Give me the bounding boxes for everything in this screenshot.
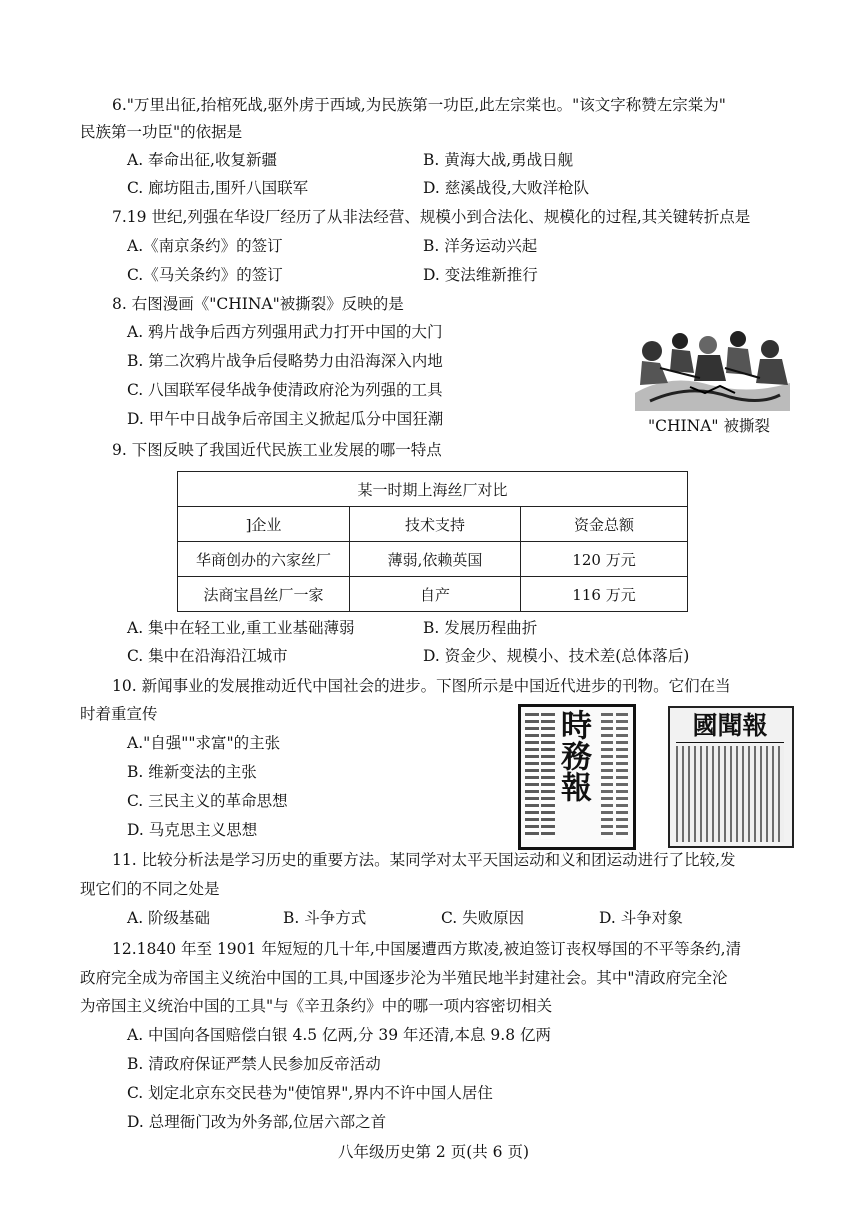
table-cell: 法商宝昌丝厂一家: [178, 577, 350, 612]
q10-option-d: D. 马克思主义思想: [127, 821, 258, 839]
table-cell: 120 万元: [521, 542, 688, 577]
silk-factory-table: [177, 471, 688, 612]
q9-option-b: B. 发展历程曲折: [423, 619, 538, 637]
q7-option-a: A.《南京条约》的签订: [127, 237, 283, 255]
page-footer: 八年级历史第 2 页(共 6 页): [337, 1143, 530, 1161]
table-header: 技术支持: [350, 507, 521, 542]
q11-option-d: D. 斗争对象: [599, 909, 683, 927]
q6-option-c: C. 廊坊阻击,围歼八国联军: [127, 179, 309, 197]
q6-option-d: D. 慈溪战役,大败洋枪队: [423, 179, 590, 197]
q9-option-d: D. 资金少、规模小、技术差(总体落后): [423, 647, 690, 665]
table-cell: 116 万元: [521, 577, 688, 612]
table-header: 资金总额: [521, 507, 688, 542]
guowenbao-title: 國聞報: [692, 711, 768, 740]
china-torn-cartoon: [630, 323, 795, 413]
q11-stem-line1: 11. 比较分析法是学习历史的重要方法。某同学对太平天国运动和义和团运动进行了比较,发: [112, 851, 736, 869]
table-cell: 华商创办的六家丝厂: [178, 542, 350, 577]
table-header: ]企业: [178, 507, 350, 542]
q10-option-a: A."自强""求富"的主张: [127, 734, 281, 752]
table-title: 某一时期上海丝厂对比: [178, 472, 688, 507]
q11-option-b: B. 斗争方式: [283, 909, 367, 927]
q12-option-d: D. 总理衙门改为外务部,位居六部之首: [127, 1113, 387, 1131]
q10-option-b: B. 维新变法的主张: [127, 763, 257, 781]
guowenbao-newspaper-image: [668, 706, 794, 848]
q9-option-a: A. 集中在轻工业,重工业基础薄弱: [127, 619, 355, 637]
q8-option-b: B. 第二次鸦片战争后侵略势力由沿海深入内地: [127, 352, 443, 370]
q12-option-c: C. 划定北京东交民巷为"使馆界",界内不许中国人居住: [127, 1084, 493, 1102]
shiwubao-title: 時務報: [555, 709, 591, 802]
q11-stem-line2: 现它们的不同之处是: [80, 880, 220, 898]
q7-option-b: B. 洋务运动兴起: [423, 237, 538, 255]
q11-option-a: A. 阶级基础: [127, 909, 211, 927]
q7-option-c: C.《马关条约》的签订: [127, 266, 283, 284]
shiwubao-newspaper-image: [518, 704, 636, 850]
q12-option-a: A. 中国向各国赔偿白银 4.5 亿两,分 39 年还清,本息 9.8 亿两: [127, 1026, 551, 1044]
table-row: [178, 542, 688, 577]
q8-option-d: D. 甲午中日战争后帝国主义掀起瓜分中国狂潮: [127, 410, 444, 428]
q8-cartoon-caption: "CHINA" 被撕裂: [648, 417, 770, 435]
q9-option-c: C. 集中在沿海沿江城市: [127, 647, 288, 665]
q12-stem-line3: 为帝国主义统治中国的工具"与《辛丑条约》中的哪一项内容密切相关: [80, 997, 553, 1015]
q6-option-a: A. 奉命出征,收复新疆: [127, 151, 277, 169]
table-cell: 薄弱,依赖英国: [350, 542, 521, 577]
table-row: [178, 577, 688, 612]
q8-option-a: A. 鸦片战争后西方列强用武力打开中国的大门: [127, 323, 443, 341]
q8-stem: 8. 右图漫画《"CHINA"被撕裂》反映的是: [112, 295, 404, 313]
q8-option-c: C. 八国联军侵华战争使清政府沦为列强的工具: [127, 381, 443, 399]
q6-option-b: B. 黄海大战,勇战日舰: [423, 151, 574, 169]
q10-stem-line1: 10. 新闻事业的发展推动近代中国社会的进步。下图所示是中国近代进步的刊物。它们在当: [112, 677, 731, 695]
q10-stem-line2: 时着重宣传: [80, 705, 158, 723]
q12-stem-line1: 12.1840 年至 1901 年短短的几十年,中国屡遭西方欺凌,被迫签订丧权辱国的不平等条约,清: [112, 940, 742, 958]
q6-stem-line2: 民族第一功臣"的依据是: [80, 123, 243, 141]
q6-stem-line1: 6."万里出征,抬棺死战,驱外虏于西域,为民族第一功臣,此左宗棠也。"该文字称赞左宗棠为": [112, 96, 726, 114]
q11-option-c: C. 失败原因: [441, 909, 525, 927]
q7-option-d: D. 变法维新推行: [423, 266, 538, 284]
q9-stem: 9. 下图反映了我国近代民族工业发展的哪一特点: [112, 441, 442, 459]
q7-stem: 7.19 世纪,列强在华设厂经历了从非法经营、规模小到合法化、规模化的过程,其关键转折点是: [112, 208, 751, 226]
table-cell: 自产: [350, 577, 521, 612]
q12-option-b: B. 清政府保证严禁人民参加反帝活动: [127, 1055, 381, 1073]
q10-option-c: C. 三民主义的革命思想: [127, 792, 288, 810]
q12-stem-line2: 政府完全成为帝国主义统治中国的工具,中国逐步沦为半殖民地半封建社会。其中"清政府完全沦: [80, 969, 728, 987]
